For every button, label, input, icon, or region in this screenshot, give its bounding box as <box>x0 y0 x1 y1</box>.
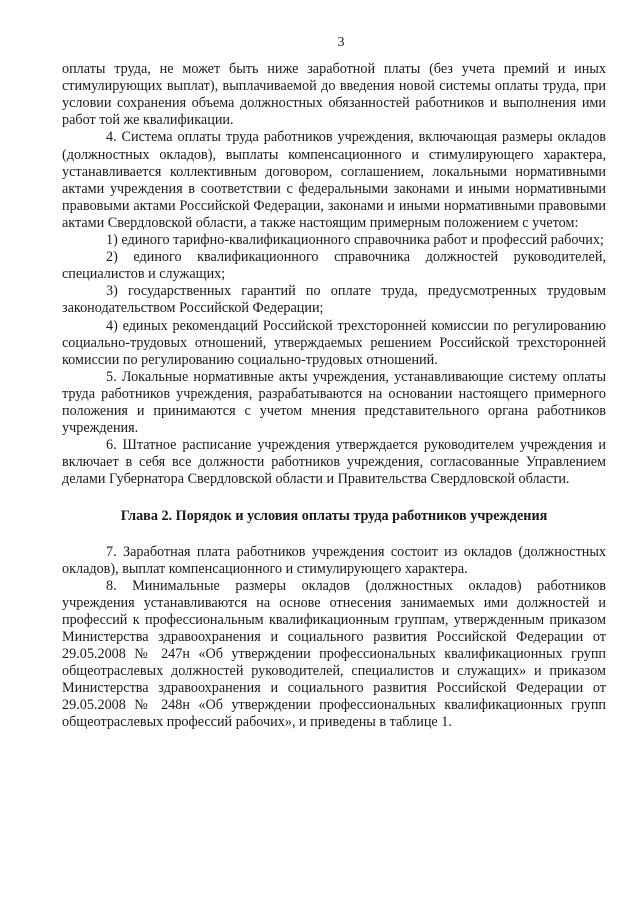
paragraph: оплаты труда, не может быть ниже заработной платы (без учета премий и иных стимулирующих выплат), выплачиваемой до введения новой системы оплаты труда, при условии сохранения объема должностных обязанностей работников и выполнения ими работ той же квалификации. <box>62 61 606 129</box>
list-item-4-3: 3) государственных гарантий по оплате труда, предусмотренных трудовым законодательством Российской Федерации; <box>62 283 606 317</box>
body-bottom <box>62 544 606 732</box>
paragraph-item-8: 8. Минимальные размеры окладов (должностных окладов) работников учреждения устанавливаются на основе отнесения занимаемых ими должностей и профессий к профессиональным квалификационным группам, утвержденным приказом Министерства здравоохранения и социального развития Российской Федерации от 29.05.2008 № 247н «Об утверждении профессиональных квалификационных групп общеотраслевых должностей руководителей, специалистов и служащих» и приказом Министерства здравоохранения и социального развития Российской Федерации от 29.05.2008 № 248н «Об утверждении профессиональных квалификационных групп общеотраслевых профессий рабочих», и приведены в таблице 1. <box>62 577 606 731</box>
page-number: 3 <box>337 35 345 50</box>
body-top <box>62 61 606 488</box>
paragraph-item-7: 7. Заработная плата работников учреждения состоит из окладов (должностных окладов), выплат компенсационного и стимулирующего характера. <box>62 543 606 577</box>
list-item-4-2: 2) единого квалификационного справочника должностей руководителей, специалистов и служащих; <box>62 249 606 283</box>
list-item-4-4: 4) единых рекомендаций Российской трехсторонней комиссии по регулированию социально-трудовых отношений, утверждаемых решением Российской трехсторонней комиссии по регулированию социально-трудовых отношений. <box>62 317 606 368</box>
list-item-4-1: 1) единого тарифно-квалификационного справочника работ и профессий рабочих; <box>106 232 604 249</box>
paragraph-item-4: 4. Система оплаты труда работников учреждения, включающая размеры окладов (должностных окладов), выплаты компенсационного и стимулирующего характера, устанавливается коллективным договором, соглашением, локальными нормативными актами учреждения в соответствии с федеральными законами и иными нормативными правовыми актами Российской Федерации, законами и иными нормативными правовыми актами Свердловской области, а также настоящим примерным положением с учетом: <box>62 129 606 231</box>
paragraph-item-6: 6. Штатное расписание учреждения утверждается руководителем учреждения и включает в себя все должности работников учреждения, согласованные Управлением делами Губернатора Свердловской области и Правительства Свердловской области. <box>62 437 606 488</box>
paragraph-item-5: 5. Локальные нормативные акты учреждения, устанавливающие систему оплаты труда работников учреждения, разрабатываются на основании настоящего примерного положения и принимаются с учетом мнения представительного органа работников учреждения. <box>62 368 606 437</box>
chapter-heading: Глава 2. Порядок и условия оплаты труда работников учреждения <box>120 508 548 525</box>
